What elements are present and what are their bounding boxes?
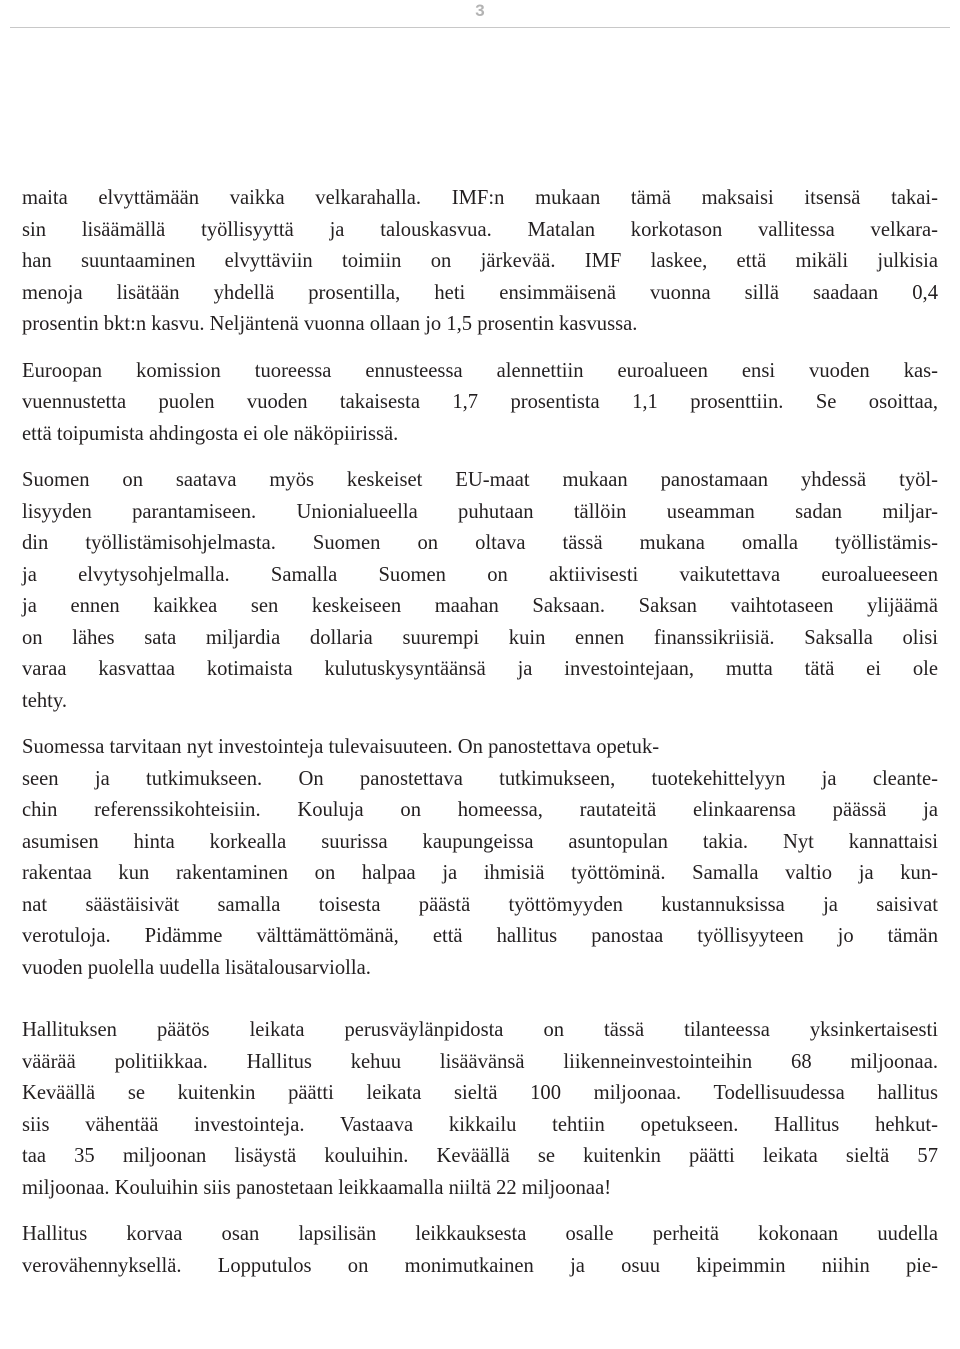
header-rule [10, 27, 950, 28]
text-line: han suuntaaminen elvyttäviin toimiin on järkevää. IMF laskee, että mikäli julkisia [22, 250, 938, 272]
text-line: seen ja tutkimukseen. On panostettava tutkimukseen, tuotekehittelyyn ja cleante- [22, 767, 938, 790]
paragraph-spacer [22, 717, 938, 732]
text-line: on lähes sata miljardia dollaria suurempi kuin ennen finanssikriisiä. Saksalla olisi [22, 626, 938, 649]
paragraph-spacer [22, 984, 938, 1015]
text-line: vuoden puolella uudella lisätalousarviolla. [22, 956, 371, 979]
text-line: Hallitus korvaa osan lapsilisän leikkauksesta osalle perheitä kokonaan uudella [22, 1223, 938, 1245]
text-line: sin lisäämällä työllisyyttä ja talouskasvua. Matalan korkotason vallitessa velkara- [22, 218, 938, 241]
text-line: Hallituksen päätös leikata perusväylänpidosta on tässä tilanteessa yksinkertaisesti [22, 1019, 938, 1041]
paragraph-1 [22, 183, 938, 341]
text-line: Suomen on saatava myös keskeiset EU-maat mukaan panostamaan yhdessä työl- [22, 469, 938, 491]
paragraph-spacer [22, 341, 938, 356]
text-line: tehty. [22, 689, 67, 712]
text-line: että toipumista ahdingosta ei ole näköpiirissä. [22, 422, 399, 445]
text-line: Suomessa tarvitaan nyt investointeja tulevaisuuteen. On panostettava opetuk- [22, 736, 660, 758]
text-line: chin referenssikohteisiin. Kouluja on homeessa, rautateitä elinkaarensa päässä ja [22, 799, 938, 821]
paragraph-spacer [22, 450, 938, 465]
text-line: menoja lisätään yhdellä prosentilla, heti ensimmäisenä vuonna sillä saadaan 0,4 [22, 281, 938, 304]
paragraph-3 [22, 465, 938, 717]
text-line: asumisen hinta korkealla suurissa kaupungeissa asuntopulan takia. Nyt kannattaisi [22, 830, 938, 853]
text-line: prosentin bkt:n kasvu. Neljäntenä vuonna ollaan jo 1,5 prosentin kasvussa. [22, 313, 638, 335]
paragraph-2 [22, 356, 938, 451]
text-line: ja ennen kaikkea sen keskeiseen maahan Saksaan. Saksan vaihtotaseen ylijäämä [22, 595, 938, 617]
text-line: verotuloja. Pidämme välttämättömänä, että hallitus panostaa työllisyyteen jo tämän [22, 925, 938, 947]
text-line: miljoonaa. Kouluihin siis panostetaan leikkaamalla niiltä 22 miljoonaa! [22, 1176, 612, 1199]
paragraph-spacer [22, 1204, 938, 1219]
text-line: rakentaa kun rakentaminen on halpaa ja ihmisiä työttöminä. Samalla valtio ja kun- [22, 862, 938, 884]
text-line: varaa kasvattaa kotimaista kulutuskysyntäänsä ja investointejaan, mutta tätä ei ole [22, 658, 938, 680]
text-line: vuennustetta puolen vuoden takaisesta 1,7 prosentista 1,1 prosenttiin. Se osoittaa, [22, 391, 938, 413]
paragraph-6 [22, 1219, 938, 1282]
text-line: ja elvytysohjelmalla. Samalla Suomen on aktiivisesti vaikutettava euroalueeseen [22, 563, 938, 586]
text-line: taa 35 miljoonan lisäystä kouluihin. Keväällä se kuitenkin päätti leikata sieltä 57 [22, 1145, 938, 1167]
text-line: din työllistämisohjelmasta. Suomen on oltava tässä mukana omalla työllistämis- [22, 532, 938, 554]
text-line: nat säästäisivät samalla toisesta päästä työttömyyden kustannuksissa ja saisivat [22, 893, 938, 916]
text-line: maita elvyttämään vaikka velkarahalla. IMF:n mukaan tämä maksaisi itsensä takai- [22, 187, 938, 209]
text-line: lisyyden parantamiseen. Unionialueella puhutaan tällöin useamman sadan miljar- [22, 500, 938, 523]
text-line: verovähennyksellä. Lopputulos on monimutkainen ja osuu kipeimmin niihin pie- [22, 1254, 938, 1277]
page-number: 3 [475, 1, 485, 20]
text-line: Keväällä se kuitenkin päätti leikata sieltä 100 miljoonaa. Todellisuudessa hallitus [22, 1082, 938, 1104]
paragraph-5 [22, 1015, 938, 1204]
text-line: Euroopan komission tuoreessa ennusteessa alennettiin euroalueen ensi vuoden kas- [22, 359, 938, 382]
text-line: väärää politiikkaa. Hallitus kehuu lisäävänsä liikenneinvestointeihin 68 miljoonaa. [22, 1050, 938, 1073]
text-line: siis vähentää investointeja. Vastaava kikkailu tehtiin opetukseen. Hallitus hehkut- [22, 1113, 938, 1136]
paragraph-4 [22, 732, 938, 984]
document-body [22, 183, 938, 1282]
